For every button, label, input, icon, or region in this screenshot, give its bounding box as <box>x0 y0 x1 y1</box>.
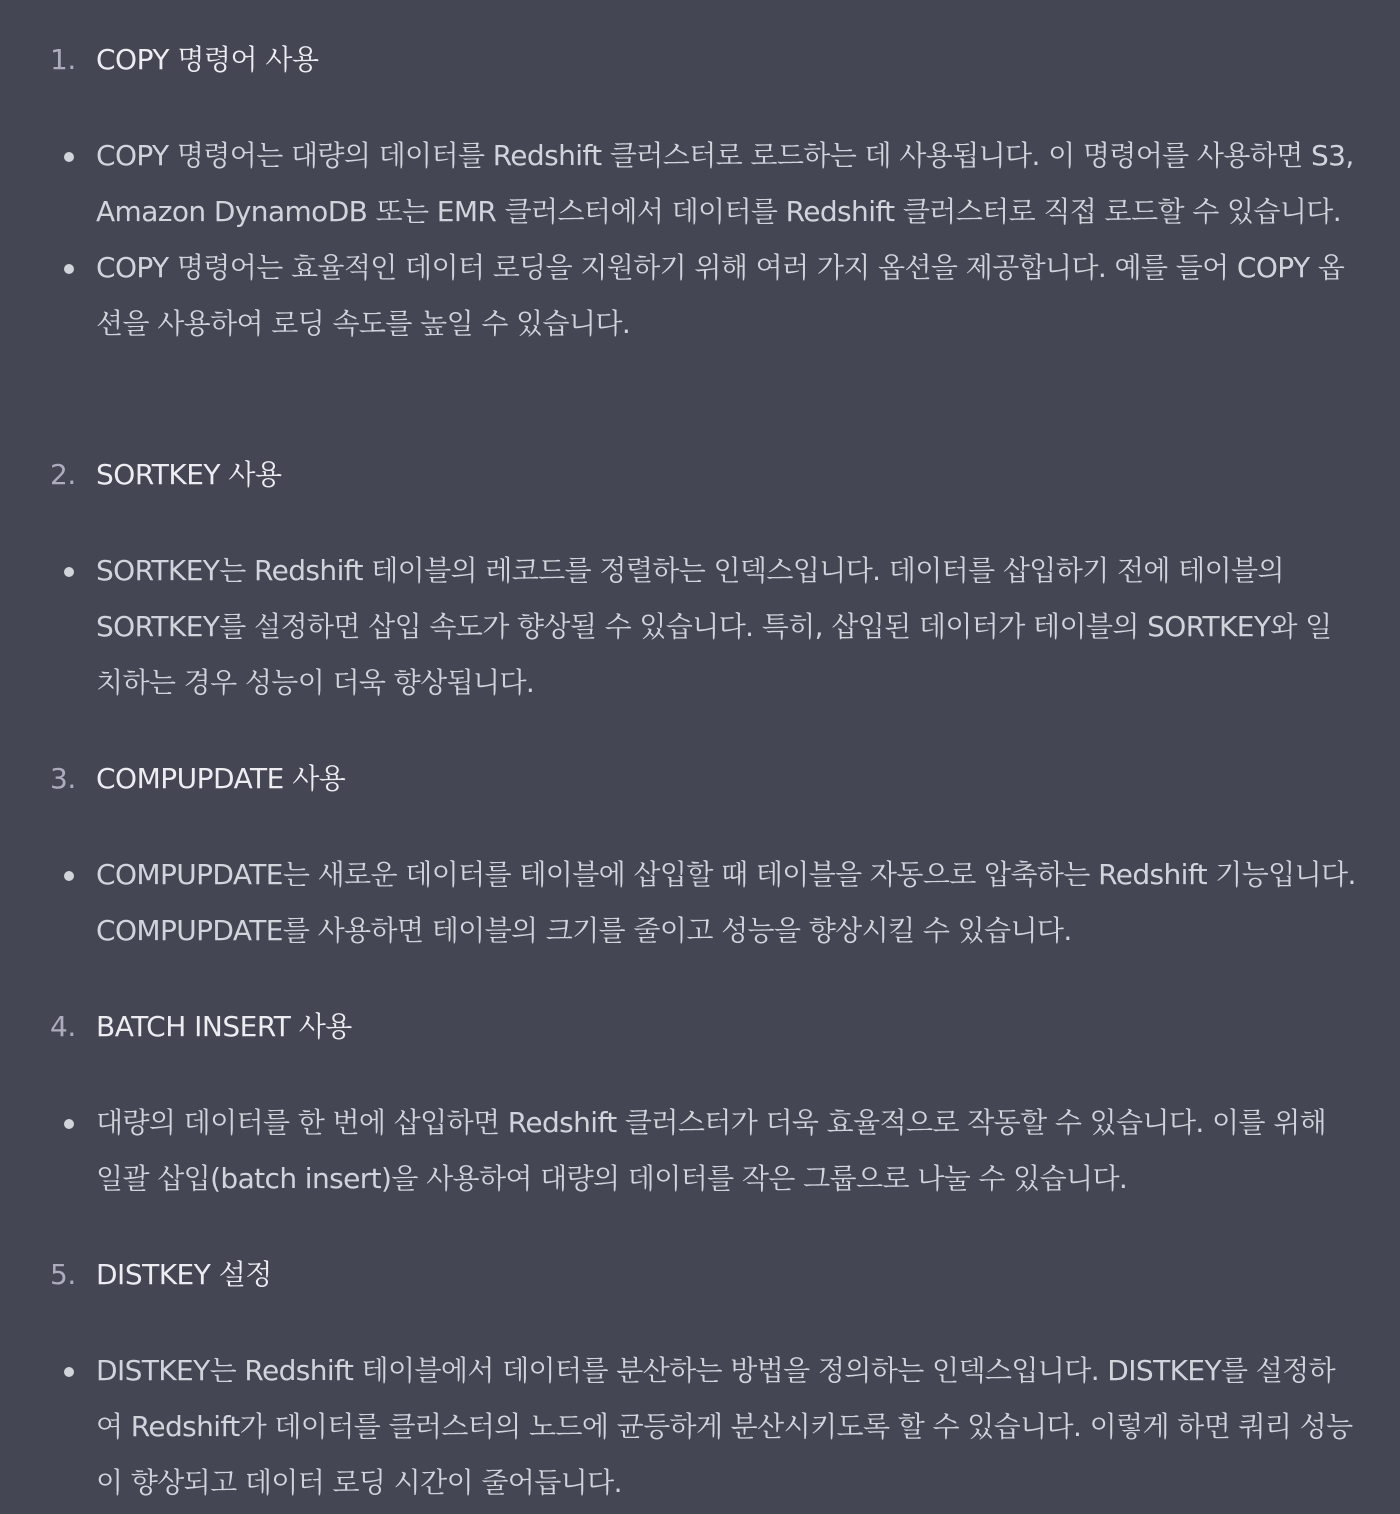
bullet-text: DISTKEY는 Redshift 테이블에서 데이터를 분산하는 방법을 정의하는 인덱스입니다. DISTKEY를 설정하여 Redshift가 데이터를 클러스터의 노드에 균등하게 분산시키도록 할 수 있습니다. 이렇게 하면 쿼리 성능이 향상되고 데이터 로딩 시간이 줄어듭니다. <box>96 1354 1353 1499</box>
section-heading <box>50 751 345 807</box>
bullet-list <box>0 1095 1356 1207</box>
bullet-list <box>0 847 1356 959</box>
section-title: SORTKEY 사용 <box>96 458 282 491</box>
bullet-text: COPY 명령어는 효율적인 데이터 로딩을 지원하기 위해 여러 가지 옵션을 제공합니다. 예를 들어 COPY 옵션을 사용하여 로딩 속도를 높일 수 있습니다. <box>96 251 1345 340</box>
section-heading <box>50 32 319 88</box>
bullet-dot-icon <box>64 567 74 577</box>
bullet-list <box>0 543 1356 711</box>
bullet-dot-icon <box>64 264 74 274</box>
bullet-dot-icon <box>64 1119 74 1129</box>
list-item <box>0 128 1356 240</box>
list-number: 5. <box>50 1258 76 1291</box>
list-item <box>0 1095 1356 1207</box>
section-heading <box>50 1247 272 1303</box>
bullet-text: 대량의 데이터를 한 번에 삽입하면 Redshift 클러스터가 더욱 효율적으로 작동할 수 있습니다. 이를 위해 일괄 삽입(batch insert)을 사용하여 대량의 데이터를 작은 그룹으로 나눌 수 있습니다. <box>96 1106 1327 1195</box>
bullet-dot-icon <box>64 871 74 881</box>
bullet-text: COPY 명령어는 대량의 데이터를 Redshift 클러스터로 로드하는 데 사용됩니다. 이 명령어를 사용하면 S3, Amazon DynamoDB 또는 EMR 클러스터에서 데이터를 Redshift 클러스터로 직접 로드할 수 있습니다. <box>96 139 1354 228</box>
bullet-dot-icon <box>64 152 74 162</box>
list-number: 3. <box>50 762 76 795</box>
list-item <box>0 543 1356 711</box>
section-heading <box>50 447 282 503</box>
list-item <box>0 1343 1356 1511</box>
section-title: COPY 명령어 사용 <box>96 43 319 76</box>
list-number: 2. <box>50 458 76 491</box>
section-heading <box>50 999 352 1055</box>
bullet-text: COMPUPDATE는 새로운 데이터를 테이블에 삽입할 때 테이블을 자동으로 압축하는 Redshift 기능입니다. COMPUPDATE를 사용하면 테이블의 크기를 줄이고 성능을 향상시킬 수 있습니다. <box>96 858 1356 947</box>
list-item <box>0 847 1356 959</box>
bullet-dot-icon <box>64 1367 74 1377</box>
list-number: 4. <box>50 1010 76 1043</box>
bullet-list <box>0 128 1356 352</box>
section-title: BATCH INSERT 사용 <box>96 1010 352 1043</box>
list-item <box>0 240 1356 352</box>
bullet-text: SORTKEY는 Redshift 테이블의 레코드를 정렬하는 인덱스입니다. 데이터를 삽입하기 전에 테이블의 SORTKEY를 설정하면 삽입 속도가 향상될 수 있습니다. 특히, 삽입된 데이터가 테이블의 SORTKEY와 일치하는 경우 성능이 더욱 향상됩니다. <box>96 554 1332 699</box>
section-title: DISTKEY 설정 <box>96 1258 272 1291</box>
list-number: 1. <box>50 43 76 76</box>
bullet-list <box>0 1343 1356 1511</box>
section-title: COMPUPDATE 사용 <box>96 762 346 795</box>
